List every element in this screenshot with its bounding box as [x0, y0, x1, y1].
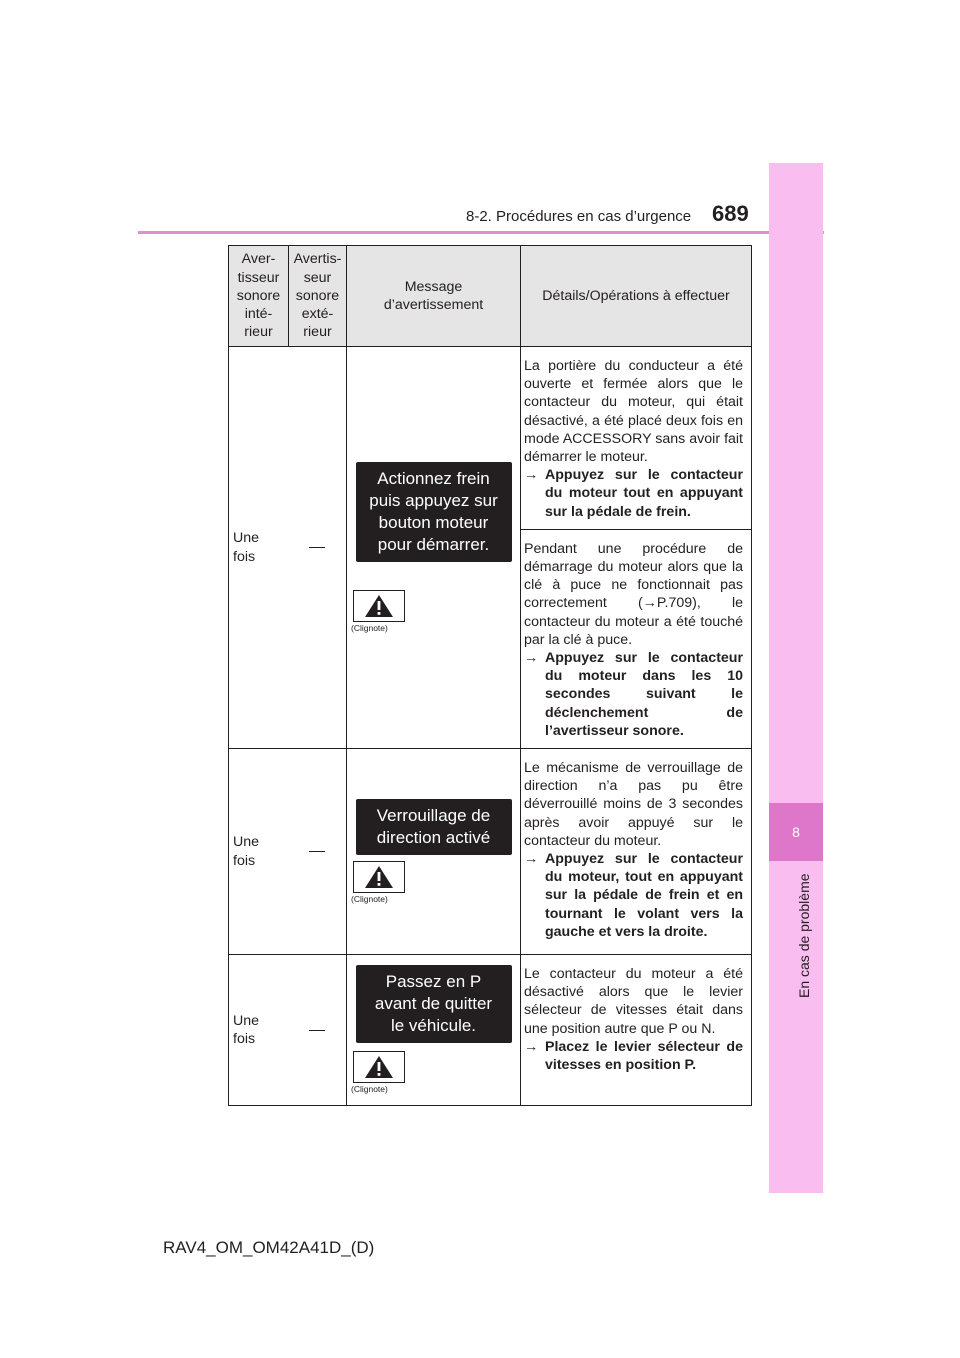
- dash-mark: [309, 547, 325, 548]
- interior-buzzer-cell: Une fois: [229, 955, 289, 1106]
- interior-buzzer-cell: Une fois: [229, 347, 289, 749]
- warning-table: [228, 245, 752, 1106]
- warning-triangle-box: [353, 861, 405, 893]
- blink-label: (Clignote): [351, 622, 388, 633]
- exterior-buzzer-cell: [289, 347, 347, 749]
- dash-mark: [309, 1030, 325, 1031]
- header-warning-message: Message d’avertissement: [347, 246, 521, 347]
- detail-action: → Appuyez sur le contacteur du moteur dans les 10 secondes suivant le déclenchement de l’avertisseur sonore.: [524, 650, 743, 739]
- details-cell: [521, 955, 752, 1106]
- blink-label: (Clignote): [351, 1084, 388, 1095]
- header-exterior-buzzer: Avertis- seur sonore exté- rieur: [289, 246, 347, 347]
- details-cell: [521, 347, 752, 530]
- detail-text: Le contacteur du moteur a été désactivé alors que le levier sélecteur de vitesses était dans une position autre que P ou N.: [524, 966, 743, 1037]
- dash-mark: [309, 851, 325, 852]
- chapter-label: En cas de problème: [796, 873, 812, 998]
- detail-text: Pendant une procédure de démarrage du moteur alors que la clé à puce ne fonctionnait pas correctement (→P.709), le contacteur du moteur a été touché par la clé à puce.: [524, 540, 743, 648]
- table-row: [229, 347, 752, 530]
- detail-action: → Placez le levier sélecteur de vitesses en position P.: [524, 1038, 743, 1074]
- section-title: 8-2. Procédures en cas d’urgence: [466, 208, 692, 225]
- warning-triangle-box: [353, 590, 405, 622]
- detail-text: Le mécanisme de verrouillage de direction n’a pas pu être déverrouillé moins de 3 secondes après avoir appuyé sur le contacteur du moteur.: [524, 760, 743, 849]
- table-header-row: [229, 246, 752, 347]
- blink-label: (Clignote): [351, 893, 388, 904]
- chapter-side-tab[interactable]: [769, 163, 823, 1193]
- detail-text: La portière du conducteur a été ouverte et fermée alors que le contacteur du moteur, qui était désactivé, a été placé deux fois en mode ACCESSORY sans avoir fait démarrer le moteur.: [524, 358, 743, 466]
- details-cell: [521, 529, 752, 748]
- header-interior-buzzer: Aver- tisseur sonore inté- rieur: [229, 246, 289, 347]
- table-row: [229, 749, 752, 955]
- page-number: 689: [712, 201, 749, 226]
- exterior-buzzer-cell: [289, 749, 347, 955]
- detail-action: → Appuyez sur le contacteur du moteur, tout en appuyant sur la pédale de frein et en tournant le volant vers la gauche et vers la droite.: [524, 851, 743, 940]
- warning-message-cell: [347, 749, 521, 955]
- display-message: Verrouillage de direction activé: [356, 799, 512, 855]
- header-rule: [138, 231, 824, 234]
- warning-triangle-icon: [364, 1055, 394, 1079]
- exterior-buzzer-cell: [289, 955, 347, 1106]
- warning-triangle-icon: [364, 865, 394, 889]
- warning-message-cell: [347, 347, 521, 749]
- table-row: [229, 955, 752, 1106]
- interior-buzzer-cell: Une fois: [229, 749, 289, 955]
- warning-message-cell: [347, 955, 521, 1106]
- display-message: Passez en P avant de quitter le véhicule.: [356, 965, 512, 1043]
- detail-action: → Appuyez sur le contacteur du moteur tout en appuyant sur la pédale de frein.: [524, 467, 743, 520]
- details-cell: [521, 749, 752, 955]
- warning-triangle-box: [353, 1051, 405, 1083]
- warning-triangle-icon: [364, 594, 394, 618]
- display-message: Actionnez frein puis appuyez sur bouton moteur pour démarrer.: [356, 462, 512, 562]
- chapter-number-badge[interactable]: 8: [769, 803, 823, 861]
- header-details: Détails/Opérations à effectuer: [521, 246, 752, 347]
- document-code: RAV4_OM_OM42A41D_(D): [163, 1238, 375, 1257]
